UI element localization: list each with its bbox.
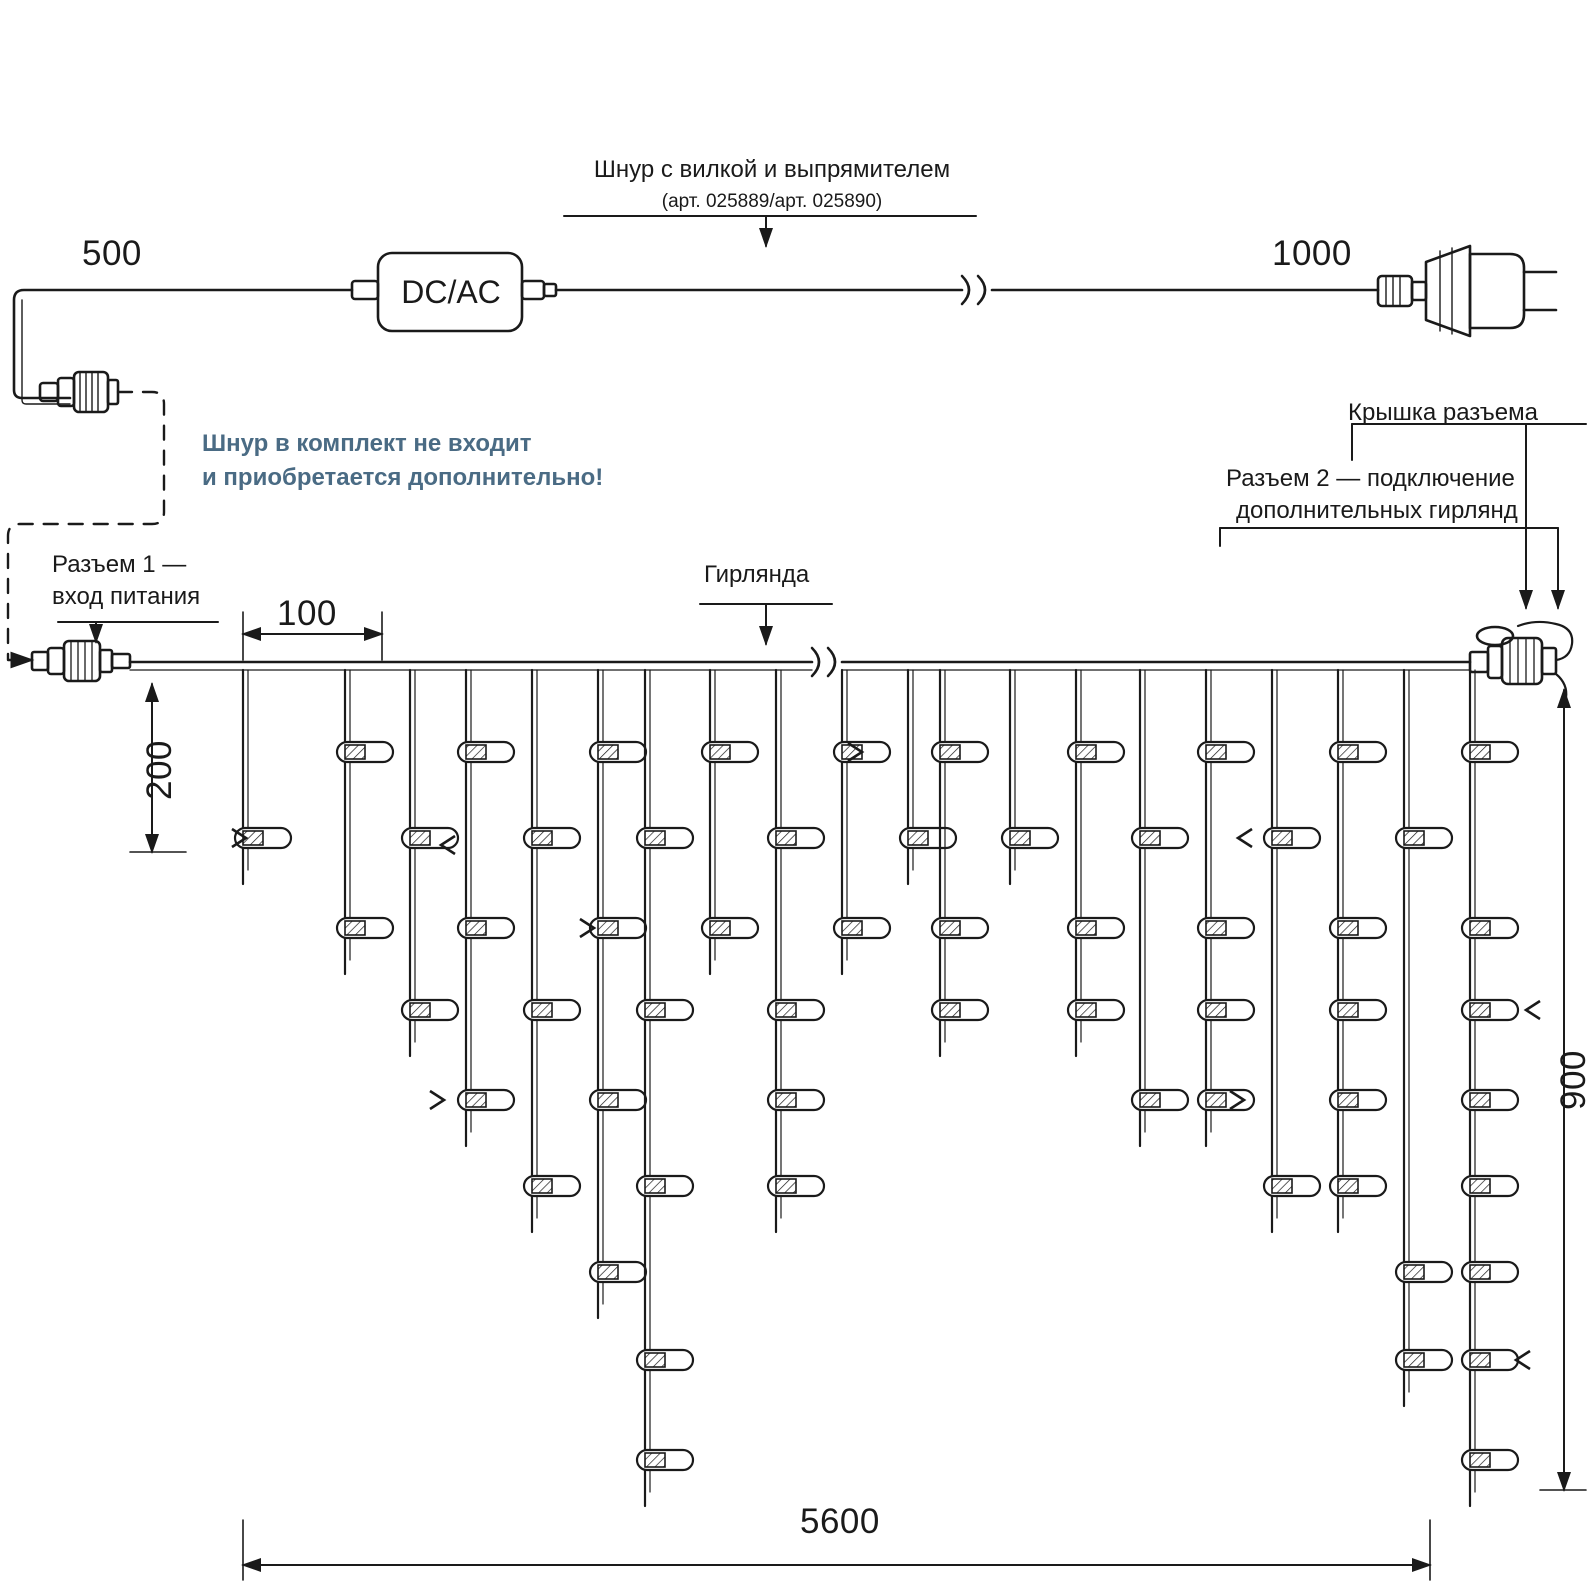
lamp bbox=[337, 742, 393, 762]
dimension-1000: 1000 bbox=[1272, 234, 1352, 273]
lamp bbox=[1002, 828, 1058, 848]
lamp bbox=[768, 1090, 824, 1110]
lamp bbox=[1396, 828, 1452, 848]
lamp bbox=[1330, 1000, 1386, 1020]
lamp bbox=[1198, 1000, 1254, 1020]
lamp bbox=[337, 918, 393, 938]
lamp bbox=[768, 828, 824, 848]
dimension-900: 900 bbox=[1554, 1050, 1593, 1110]
lamp bbox=[637, 1000, 693, 1020]
direction-arrow bbox=[1238, 829, 1252, 847]
lamp bbox=[1462, 1450, 1518, 1470]
lamp bbox=[458, 742, 514, 762]
lamp bbox=[1396, 1262, 1452, 1282]
lamp bbox=[1462, 1090, 1518, 1110]
direction-arrow bbox=[1526, 1001, 1540, 1019]
lamp bbox=[702, 918, 758, 938]
lamp bbox=[1264, 1176, 1320, 1196]
dcac-box-label: DC/AC bbox=[401, 274, 501, 310]
lamp bbox=[1132, 1090, 1188, 1110]
lamp bbox=[1462, 1176, 1518, 1196]
lamp bbox=[637, 828, 693, 848]
lamp bbox=[1462, 1350, 1518, 1370]
connector1-label-line1: Разъем 1 — bbox=[52, 551, 187, 578]
connector2-label-line2: дополнительных гирлянд bbox=[1236, 497, 1518, 524]
dimension-5600: 5600 bbox=[800, 1502, 880, 1541]
lamp bbox=[1462, 1000, 1518, 1020]
not-included-note-line2: и приобретается дополнительно! bbox=[202, 464, 604, 491]
lamp bbox=[637, 1350, 693, 1370]
lamp bbox=[1330, 1176, 1386, 1196]
lamp bbox=[524, 1000, 580, 1020]
lamp bbox=[1132, 828, 1188, 848]
lamp bbox=[590, 1262, 646, 1282]
lamp bbox=[458, 918, 514, 938]
lamp bbox=[590, 1090, 646, 1110]
lamp bbox=[590, 742, 646, 762]
lamp bbox=[524, 828, 580, 848]
not-included-note-line1: Шнур в комплект не входит bbox=[202, 430, 532, 457]
lamp bbox=[1068, 918, 1124, 938]
lamp bbox=[1068, 742, 1124, 762]
dimension-200: 200 bbox=[140, 740, 179, 800]
lamp bbox=[932, 918, 988, 938]
lamp bbox=[900, 828, 956, 848]
connector-cap-label: Крышка разъема bbox=[1348, 399, 1538, 426]
lamp bbox=[1462, 742, 1518, 762]
lamp bbox=[768, 1000, 824, 1020]
dimension-100: 100 bbox=[277, 594, 337, 633]
connector1-label-line2: вход питания bbox=[52, 583, 201, 610]
direction-arrow bbox=[1516, 1351, 1530, 1369]
garland-label: Гирлянда bbox=[704, 561, 810, 588]
lamp bbox=[932, 1000, 988, 1020]
lamp bbox=[402, 1000, 458, 1020]
lamp bbox=[637, 1450, 693, 1470]
lamp bbox=[637, 1176, 693, 1196]
direction-arrow bbox=[430, 1091, 444, 1109]
lamp bbox=[932, 742, 988, 762]
lamp bbox=[1462, 918, 1518, 938]
lamp bbox=[458, 1090, 514, 1110]
lamp bbox=[1330, 742, 1386, 762]
lamp bbox=[524, 1176, 580, 1196]
lamp bbox=[834, 918, 890, 938]
lamp bbox=[1198, 918, 1254, 938]
lamp bbox=[235, 828, 291, 848]
lamp bbox=[1330, 1090, 1386, 1110]
lamp bbox=[1198, 742, 1254, 762]
cord-title: Шнур с вилкой и выпрямителем bbox=[593, 156, 951, 183]
lamp bbox=[1068, 1000, 1124, 1020]
lamp bbox=[1396, 1350, 1452, 1370]
lamp bbox=[590, 918, 646, 938]
lamp bbox=[702, 742, 758, 762]
cord-article: (арт. 025889/арт. 025890) bbox=[661, 191, 883, 212]
lamp bbox=[768, 1176, 824, 1196]
dimension-500: 500 bbox=[82, 234, 142, 273]
lamp bbox=[1462, 1262, 1518, 1282]
lamp bbox=[1264, 828, 1320, 848]
connector2-label-line1: Разъем 2 — подключение bbox=[1226, 465, 1515, 492]
lamp bbox=[1330, 918, 1386, 938]
